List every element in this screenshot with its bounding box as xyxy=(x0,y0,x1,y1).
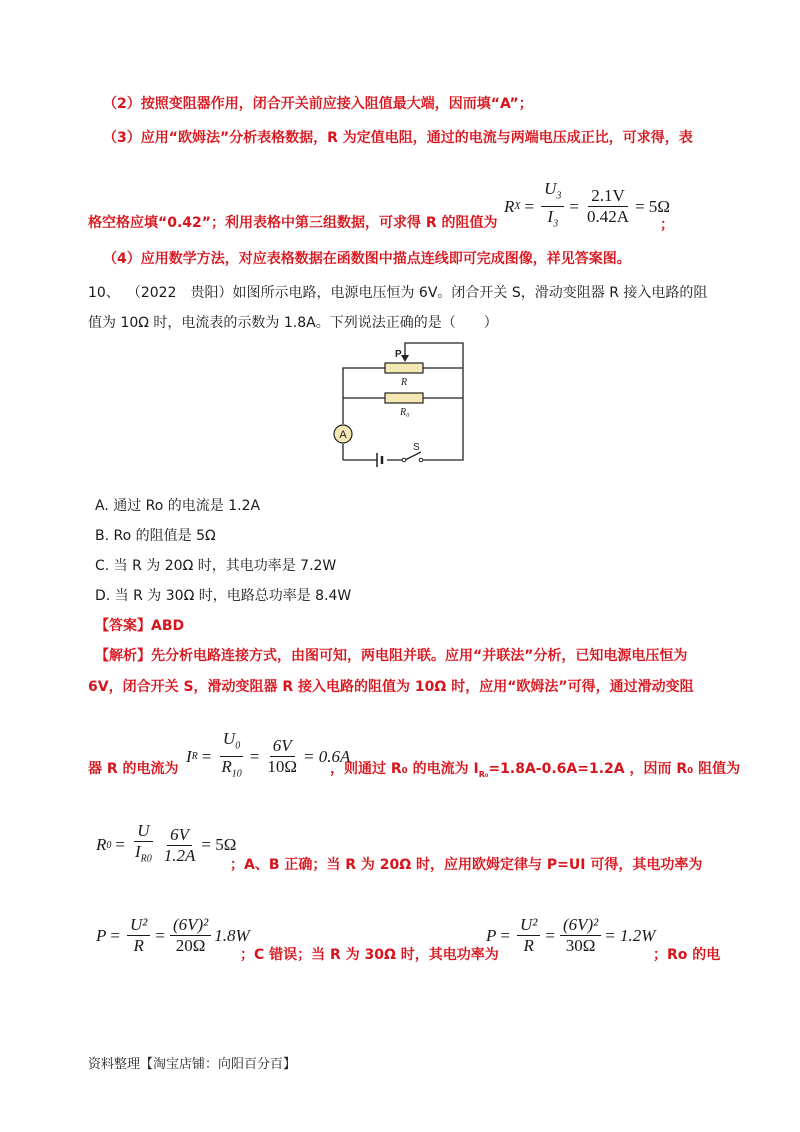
circuit-diagram xyxy=(325,340,470,468)
explanation-line1: 【解析】先分析电路连接方式，由图可知，两电阻并联。应用“并联法”分析，已知电源电压恒为 xyxy=(95,648,688,664)
explanation-line5b: ；Ro 的电 xyxy=(653,947,721,963)
option-c: C. 当 R 为 20Ω 时，其电功率是 7.2W xyxy=(95,558,337,574)
switch-label: S xyxy=(413,442,420,453)
question-10-line2: 值为 10Ω 时，电流表的示数为 1.8A。下列说法正确的是（ ） xyxy=(88,315,498,331)
ammeter-label: A xyxy=(339,429,347,441)
formula-rx: R X = $\frac{U_3}{I_3}$ = $\frac{2.1V}{0.42A}$ = 5Ω xyxy=(504,179,670,230)
resistor-R0-label: R₀ xyxy=(400,407,410,418)
slider-label: P xyxy=(395,349,402,360)
explanation-line2: 6V，闭合开关 S，滑动变阻器 R 接入电路的阻值为 10Ω 时，应用“欧姆法”可得，通过滑动变阻 xyxy=(88,679,694,695)
option-d: D. 当 R 为 30Ω 时，电路总功率是 8.4W xyxy=(95,588,352,604)
formula-p-30: P = $\frac{\text{U²}}{R}$ = $\frac{\text{(6V)²}}{30\Omega}$ = 1.2W xyxy=(486,915,656,955)
solution-part3-cont: 格空格应填“0.42”；利用表格中第三组数据，可求得 R 的阻值为 xyxy=(88,215,498,231)
formula-r0: R 0 = $\frac{U}{I_{R0}}$ $\frac{6V}{1.2A}$ = 5Ω xyxy=(96,821,237,865)
explanation-line3a: 器 R 的电流为 xyxy=(88,761,179,777)
semicolon: ； xyxy=(660,217,674,233)
solution-part4: （4）应用数学方法，对应表格数据在函数图中描点连线即可完成图像，祥见答案图。 xyxy=(103,251,631,267)
solution-part2: （2）按照变阻器作用，闭合开关前应接入阻值最大端，因而填“A”； xyxy=(103,96,533,112)
rheostat-R xyxy=(385,363,423,373)
solution-part3: （3）应用“欧姆法”分析表格数据，R 为定值电阻，通过的电流与两端电压成正比，可求得，表 xyxy=(103,130,693,146)
resistor-R0 xyxy=(385,393,423,403)
answer-label: 【答案】 xyxy=(95,618,151,634)
page-footer: 资料整理【淘宝店铺：向阳百分百】 xyxy=(88,1057,297,1072)
explanation-label: 【解析】 xyxy=(95,648,151,664)
answer-value: ABD xyxy=(151,618,185,634)
explanation-line3b: ，则通过 R₀ 的电流为 $I_{R_0}=1.8A-0.6A=1.2A$ ，因而 R₀ 阻值为 xyxy=(330,761,741,779)
switch-contact xyxy=(419,458,423,462)
formula-p-20: P = $\frac{\text{U²}}{R}$ = $\frac{\text{(6V)²}}{20\Omega}$ 1.8W xyxy=(96,915,250,955)
explanation-line5a: ；C 错误；当 R 为 30Ω 时，其电功率为 xyxy=(240,947,499,963)
rheostat-label: R xyxy=(401,377,408,388)
answer-line xyxy=(95,617,184,635)
option-b: B. Ro 的阻值是 5Ω xyxy=(95,528,216,544)
explanation-line4: ；A、B 正确；当 R 为 20Ω 时，应用欧姆定律与 P=UI 可得，其电功率为 xyxy=(230,857,703,873)
switch-contact xyxy=(402,458,406,462)
question-10-line1: 10、 （2022 贵阳）如图所示电路，电源电压恒为 6V。闭合开关 S，滑动变阻器 R 接入电路的阻 xyxy=(88,285,708,301)
option-a: A. 通过 Ro 的电流是 1.2A xyxy=(95,498,261,514)
slider-arrow-icon xyxy=(401,355,409,362)
formula-ir: I R = $\frac{U_0}{R_{10}}$ = $\frac{6V}{10\Omega}$ = 0.6A xyxy=(186,729,351,780)
